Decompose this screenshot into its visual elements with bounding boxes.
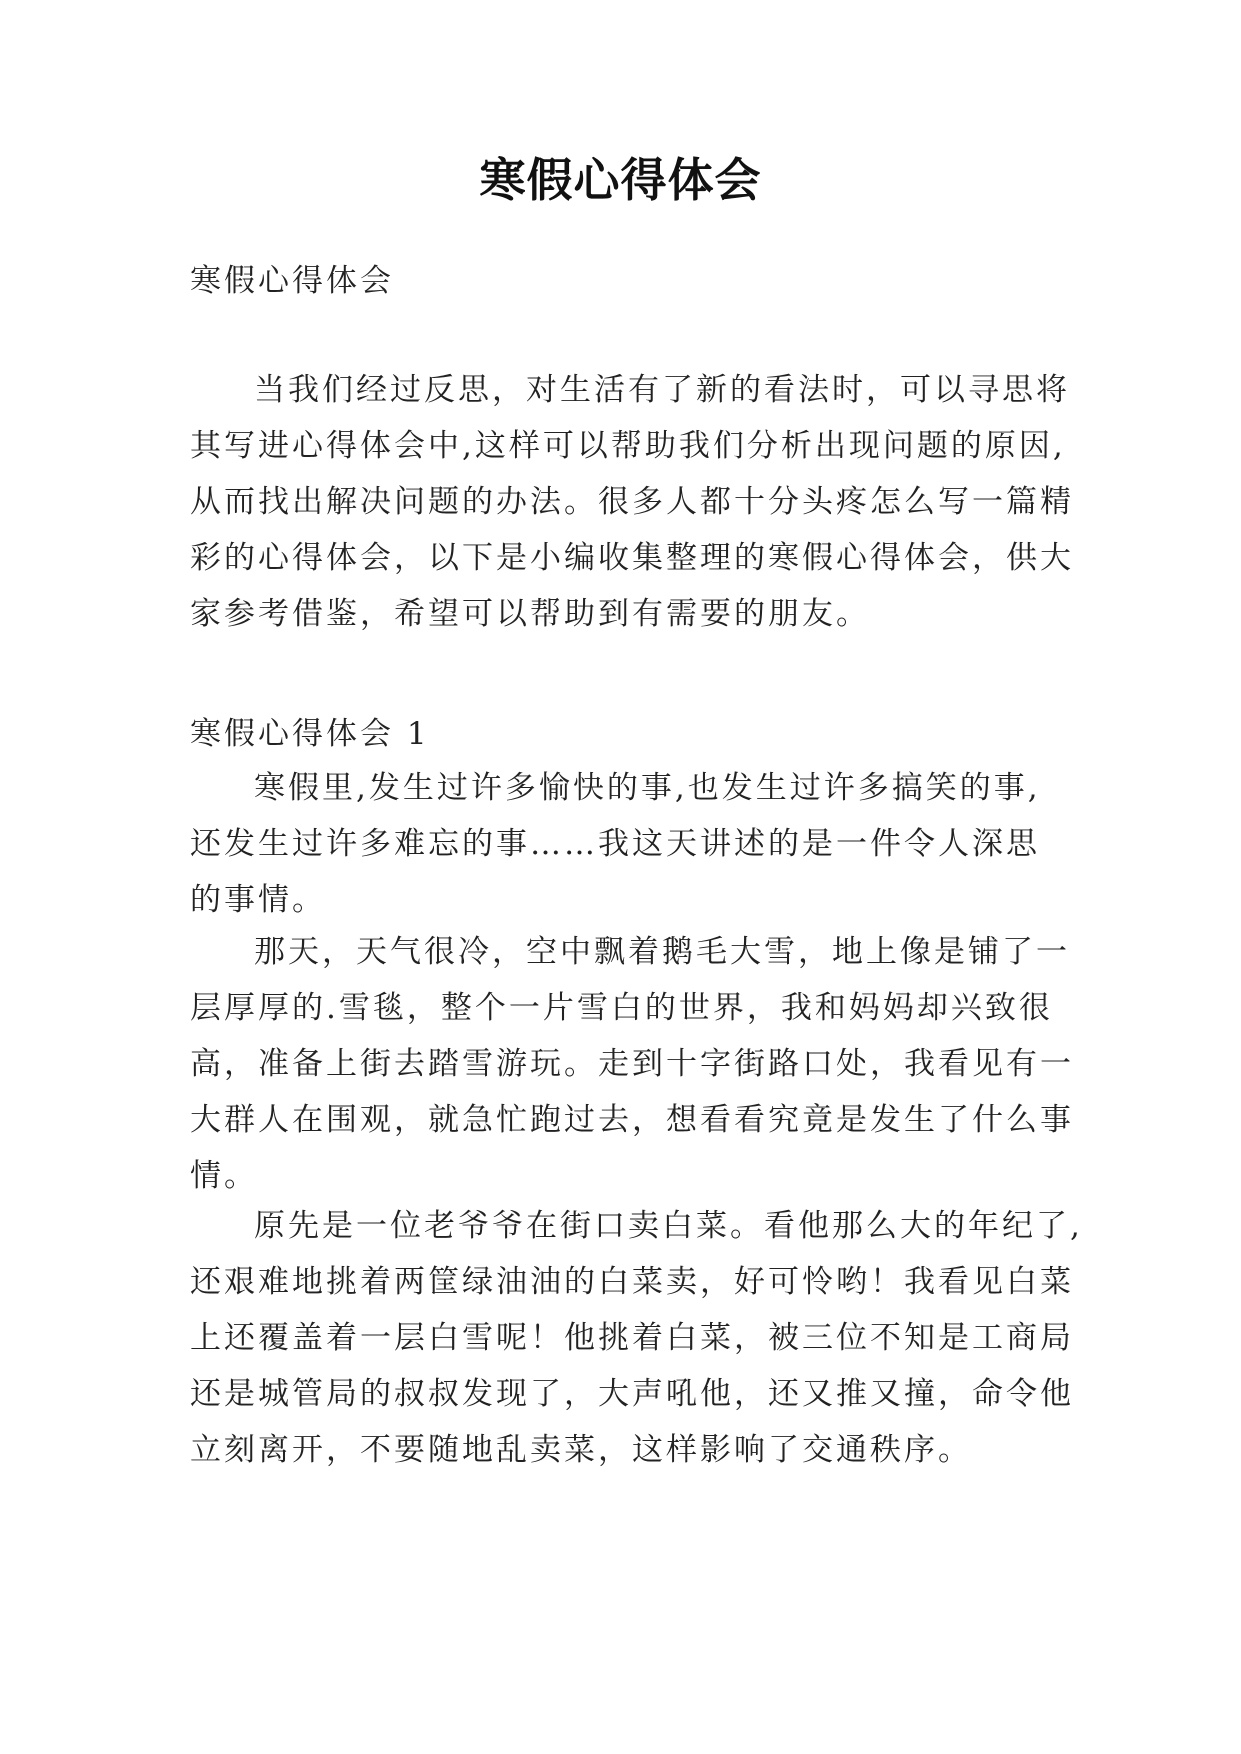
document-subtitle: 寒假心得体会 <box>190 263 394 299</box>
intro-paragraph <box>190 362 1074 642</box>
paragraph-line: 还艰难地挑着两筐绿油油的白菜卖，好可怜哟！我看见白菜 <box>190 1264 1074 1300</box>
intro-line: 当我们经过反思，对生活有了新的看法时，可以寻思将 <box>254 372 1070 408</box>
paragraph-line: 大群人在围观，就急忙跑过去，想看看究竟是发生了什么事 <box>190 1102 1074 1138</box>
paragraph-line: 寒假里,发生过许多愉快的事,也发生过许多搞笑的事, <box>254 770 1041 806</box>
paragraph-line: 高，准备上街去踏雪游玩。走到十字街路口处，我看见有一 <box>190 1046 1074 1082</box>
page-title: 寒假心得体会 <box>479 153 762 207</box>
paragraph-line: 上还覆盖着一层白雪呢！他挑着白菜，被三位不知是工商局 <box>190 1320 1074 1356</box>
paragraph-line: 的事情。 <box>190 882 326 918</box>
paragraph-line: 还是城管局的叔叔发现了，大声吼他，还又推又撞，命令他 <box>190 1376 1074 1412</box>
paragraph-line: 原先是一位老爷爷在街口卖白菜。看他那么大的年纪了, <box>254 1208 1083 1244</box>
section1-paragraph-1 <box>190 760 1054 928</box>
intro-line: 从而找出解决问题的办法。很多人都十分头疼怎么写一篇精 <box>190 484 1074 520</box>
paragraph-line: 立刻离开，不要随地乱卖菜，这样影响了交通秩序。 <box>190 1432 972 1468</box>
intro-line: 其写进心得体会中,这样可以帮助我们分析出现问题的原因, <box>190 428 1066 464</box>
intro-line: 彩的心得体会，以下是小编收集整理的寒假心得体会，供大 <box>190 540 1074 576</box>
intro-line: 家参考借鉴，希望可以帮助到有需要的朋友。 <box>190 596 870 632</box>
section1-paragraph-2 <box>190 924 1074 1204</box>
paragraph-line: 那天，天气很冷，空中飘着鹅毛大雪，地上像是铺了一 <box>254 934 1070 970</box>
paragraph-line: 层厚厚的.雪毯，整个一片雪白的世界，我和妈妈却兴致很 <box>190 990 1053 1026</box>
section1-paragraph-3 <box>190 1198 1083 1478</box>
paragraph-line: 还发生过许多难忘的事……我这天讲述的是一件令人深思 <box>190 826 1040 862</box>
section-heading: 寒假心得体会 1 <box>190 716 430 752</box>
paragraph-line: 情。 <box>190 1158 258 1194</box>
